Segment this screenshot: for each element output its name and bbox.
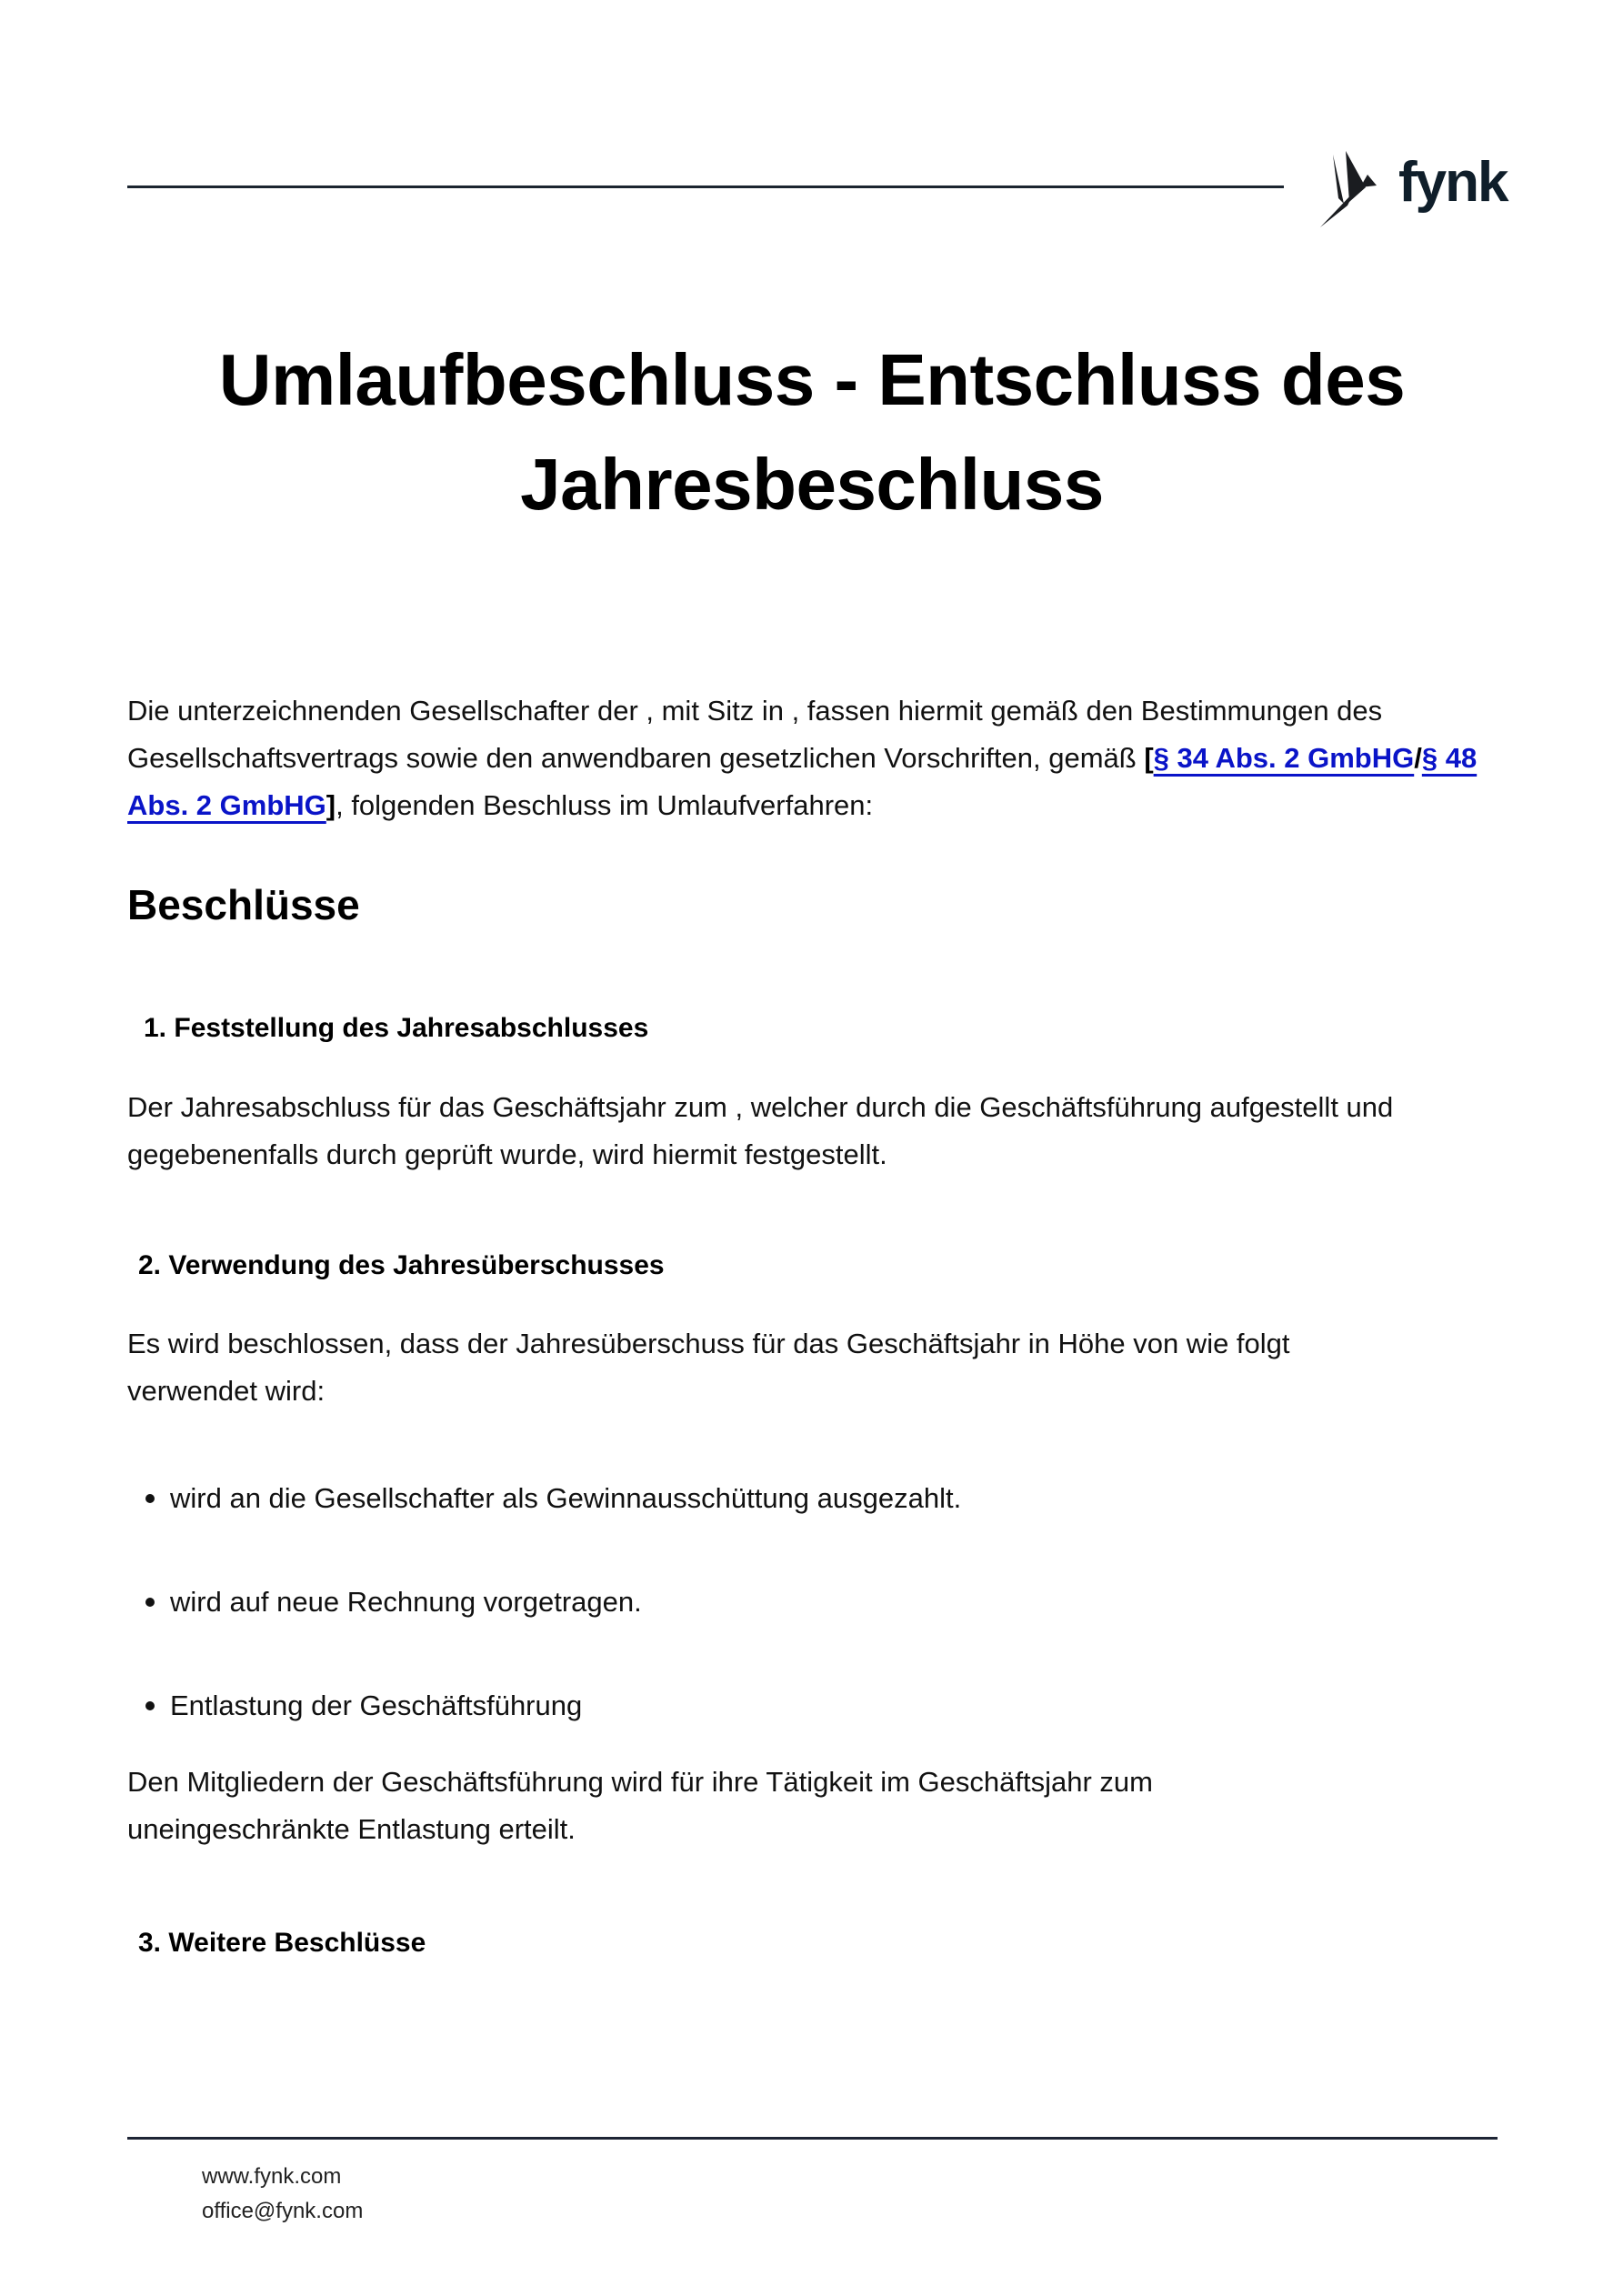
item-body-2: Es wird beschlossen, dass der Jahresüberschuss für das Geschäftsjahr in Höhe von wie folgt verwendet wird: <box>127 1328 1290 1407</box>
document-title <box>127 327 1497 536</box>
title-line-2: Jahresbeschluss <box>520 444 1104 525</box>
section-heading-beschluesse: Beschlüsse <box>127 881 360 928</box>
list-item: Entlastung der Geschäftsführung <box>145 1689 582 1722</box>
brand-wordmark: fynk <box>1398 151 1508 214</box>
item-body-2-entlastung: Den Mitgliedern der Geschäftsführung wird für ihre Tätigkeit im Geschäftsjahr zum uneingeschränkte Entlastung erteilt. <box>127 1766 1153 1845</box>
bullet-icon <box>145 1598 155 1607</box>
law-link-34-gmbhg[interactable]: § 34 Abs. 2 GmbHG <box>1153 742 1415 774</box>
intro-paragraph: Die unterzeichnenden Gesellschafter der , mit Sitz in , fassen hiermit gemäß den Bestimmungen des Gesellschaftsvertrags sowie den anwendbaren gesetzlichen Vorschriften, gemäß [§ 34 Abs. 2 GmbHG/§ 48 Abs. 2 GmbHG], folgenden Beschluss im Umlaufverfahren: <box>127 695 1478 821</box>
law-link-48-gmbhg[interactable]: § 48 Abs. 2 GmbHG <box>127 742 1478 821</box>
bullet-icon <box>145 1494 155 1503</box>
item-body-1: Der Jahresabschluss für das Geschäftsjahr zum , welcher durch die Geschäftsführung aufgestellt und gegebenenfalls durch geprüft wurde, wird hiermit festgestellt. <box>127 1091 1394 1170</box>
footer-website-link[interactable]: www.fynk.com <box>202 2164 342 2189</box>
footer-divider <box>127 2137 1498 2140</box>
list-item: wird an die Gesellschafter als Gewinnausschüttung ausgezahlt. <box>145 1482 961 1515</box>
item-heading-1: 1. Feststellung des Jahresabschlusses <box>144 1013 649 1043</box>
origami-bird-icon <box>1320 151 1397 227</box>
brand-logo <box>1320 151 1508 227</box>
header-divider <box>127 185 1284 188</box>
title-line-1: Umlaufbeschluss - Entschluss des <box>218 339 1406 420</box>
item-heading-2: 2. Verwendung des Jahresüberschusses <box>138 1250 665 1280</box>
item-heading-3: 3. Weitere Beschlüsse <box>138 1928 426 1958</box>
footer-email-link[interactable]: office@fynk.com <box>202 2199 364 2223</box>
list-item: wird auf neue Rechnung vorgetragen. <box>145 1586 642 1619</box>
bullet-icon <box>145 1701 155 1710</box>
